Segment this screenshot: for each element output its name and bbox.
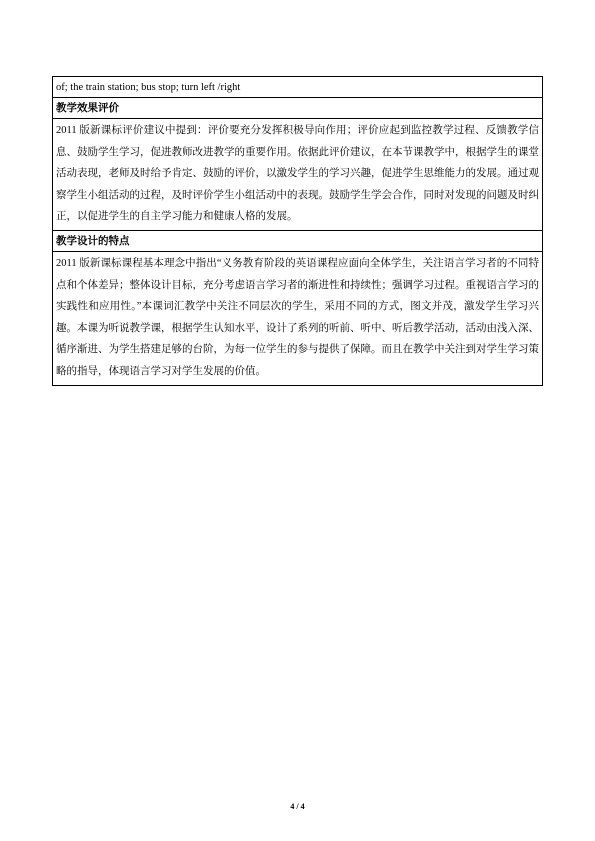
- table-row-design-body: [53, 251, 543, 385]
- design-features-heading: 教学设计的特点: [53, 230, 543, 251]
- table-row-vocabulary: [53, 77, 543, 98]
- table-row-evaluation-heading: [53, 98, 543, 119]
- design-features-body: 2011 版新课标课程基本理念中指出“义务教育阶段的英语课程应面向全体学生，关注语言学习者的不同特点和个体差异；整体设计目标，充分考虑语言学习者的渐进性和持续性；强调学习过程。重视语言学习的实践性和应用性。”本课词汇教学中关注不同层次的学生，采用不同的方式，图文并茂，激发学生学习兴趣。本课为听说教学课，根据学生认知水平，设计了系列的听前、听中、听后教学活动，活动由浅入深、循序渐进、为学生搭建足够的台阶，为每一位学生的参与提供了保障。而且在教学中关注到对学生学习策略的指导，体现语言学习对学生发展的价值。: [53, 251, 543, 385]
- evaluation-heading: 教学效果评价: [53, 98, 543, 119]
- page-number: 4 / 4: [290, 802, 305, 811]
- table-row-design-heading: [53, 230, 543, 251]
- vocabulary-cell: of; the train station; bus stop; turn left /right: [53, 77, 543, 98]
- table-row-evaluation-body: [53, 119, 543, 231]
- lesson-table: [52, 76, 543, 386]
- evaluation-body: 2011 版新课标评价建议中提到：评价要充分发挥积极导向作用；评价应起到监控教学过程、反馈教学信息、鼓励学生学习，促进教师改进教学的重要作用。依据此评价建议，在本节课教学中，根据学生的课堂活动表现，老师及时给予肯定、鼓励的评价，以激发学生的学习兴趣，促进学生思维能力的发展。通过观察学生小组活动的过程，及时评价学生小组活动中的表现。鼓励学生学会合作，同时对发现的问题及时纠正，以促进学生的自主学习能力和健康人格的发展。: [53, 119, 543, 231]
